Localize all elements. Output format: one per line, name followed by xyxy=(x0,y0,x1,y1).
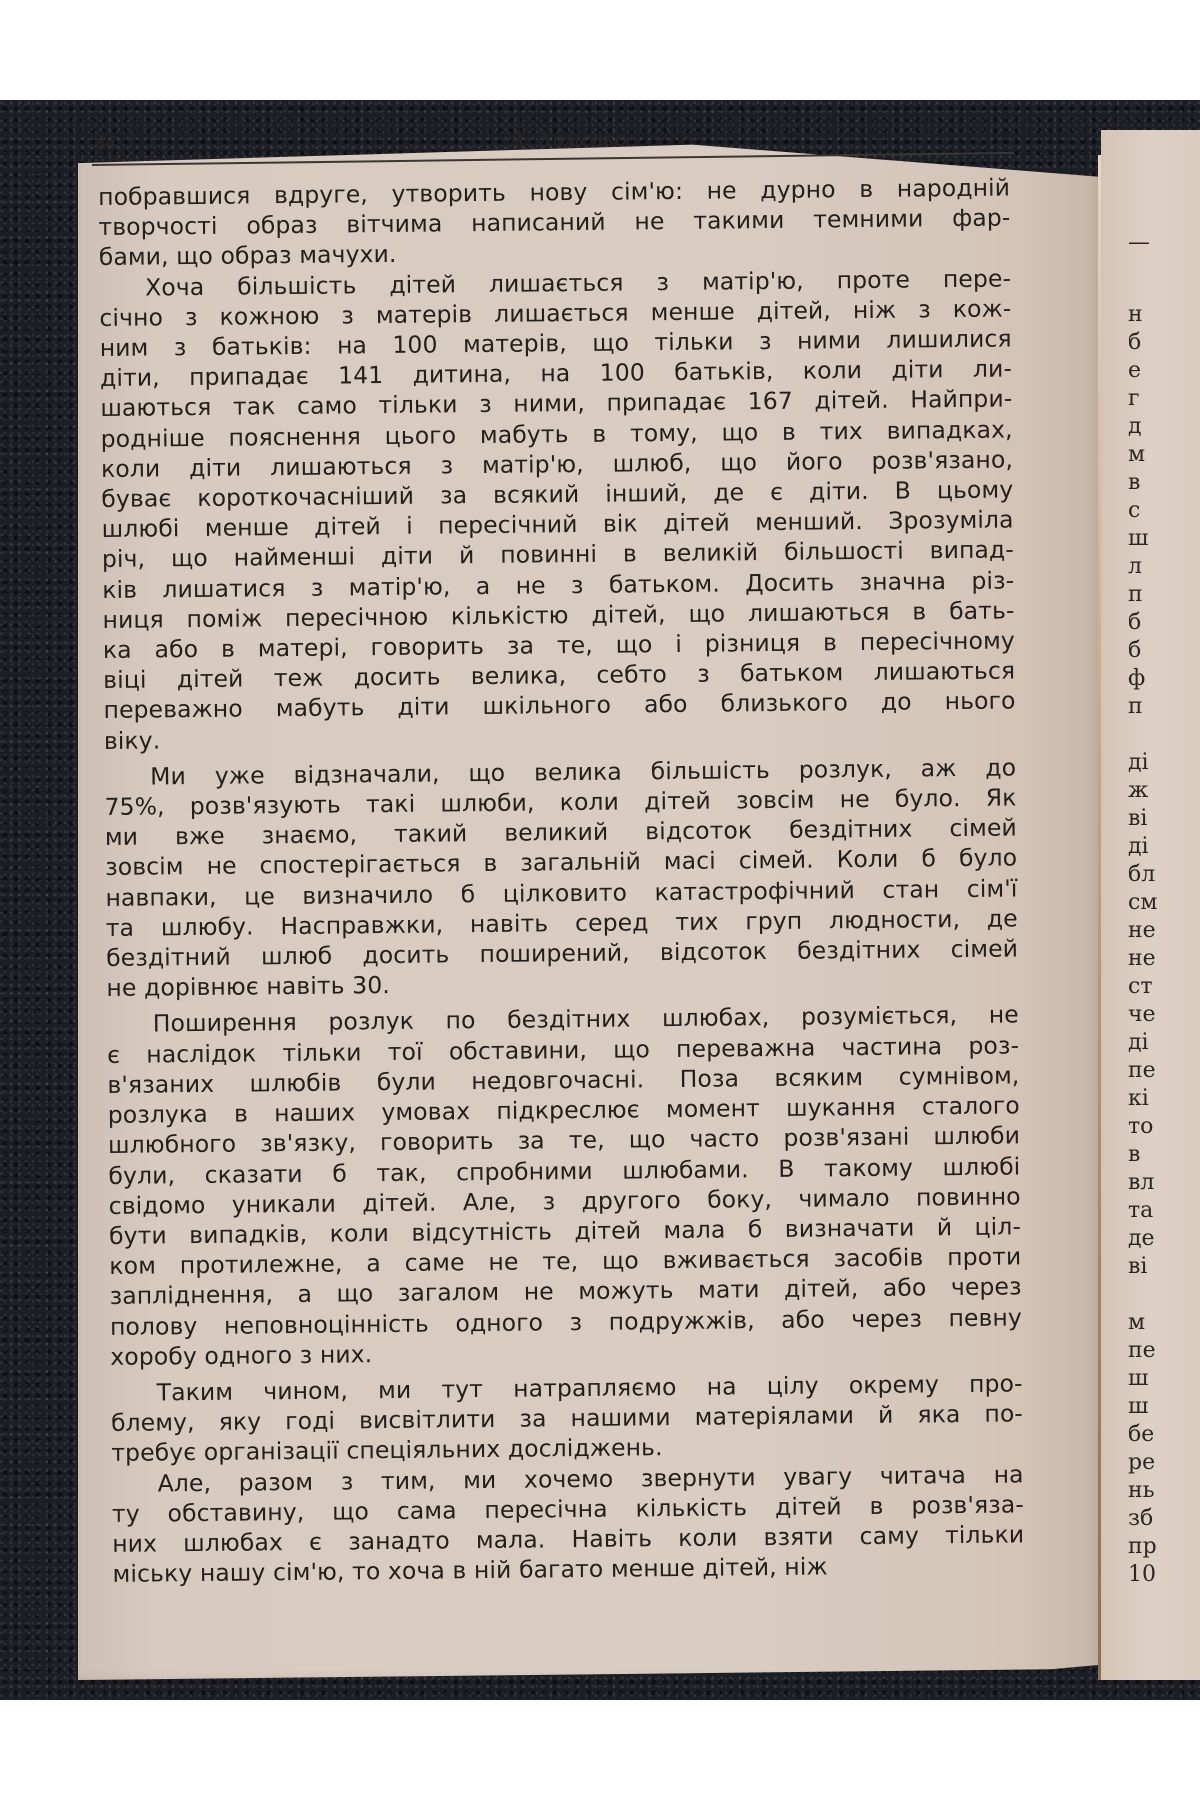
text-line: міську нашу сім'ю, то хоча в ній багато менше дітей, ніж xyxy=(112,1552,828,1589)
text-line: розлука в наших умовах підкреслює момент шукання сталого xyxy=(107,1091,1020,1130)
facing-page-fragment: 10 xyxy=(1128,1562,1156,1587)
text-line: в'язаних шлюбів були недовгочасні. Поза всяким сумнівом, xyxy=(107,1061,1020,1099)
text-line: шлюбного зв'язку, говорить за те, що часто розв'язані шлюби xyxy=(107,1121,1021,1160)
facing-page-fragment: н xyxy=(1128,302,1143,327)
text-line: віці дітей теж досить велика, себто з батьком лишаються xyxy=(103,656,1016,695)
facing-page-fragment: — xyxy=(1128,230,1150,255)
text-line: родніше пояснення цього мабуть в тому, що в тих випадках, xyxy=(100,415,1013,453)
text-line: Але, разом з тим, ми хочемо звернути увагу читача на xyxy=(157,1459,1024,1497)
facing-page-fragment: ді xyxy=(1128,834,1149,859)
facing-page-fragment: че xyxy=(1128,1002,1156,1027)
facing-page-fragment: зб xyxy=(1128,1506,1154,1531)
paragraph xyxy=(111,1459,1024,1589)
text-line: ка або в матері, говорить за те, що і різниця в пересічному xyxy=(102,626,1015,665)
text-line: переважно мабуть діти шкільного або близького до нього xyxy=(103,686,1016,725)
text-line: полову неповноцінність одного з подружжів, або через певну xyxy=(109,1302,1023,1341)
text-line: ків лишатися з матір'ю, а не з батьком. Досить значна різ- xyxy=(102,566,1015,604)
facing-page-fragment: нь xyxy=(1128,1478,1155,1503)
text-line: бути випадків, коли відсутність дітей мала б визначати й ціл- xyxy=(108,1212,1022,1250)
body-text xyxy=(98,172,1025,1589)
facing-page-fragment: бе xyxy=(1128,1422,1155,1447)
facing-page-fragment: ре xyxy=(1128,1450,1156,1475)
page-number: 84 xyxy=(96,132,116,154)
text-line: ми вже знаємо, такий великий відсоток бездітних сімей xyxy=(104,813,1017,852)
text-line: 75%, розв'язують такі шлюби, коли дітей зовсім не було. Як xyxy=(104,783,1017,822)
facing-page-fragment: вл xyxy=(1128,1170,1155,1195)
facing-page-fragment: ф xyxy=(1128,666,1146,691)
facing-page-fragment: м xyxy=(1128,1310,1146,1335)
facing-page-fragment: ді xyxy=(1128,1030,1149,1055)
paragraph xyxy=(99,263,1016,756)
text-line: ту обставину, що сама пересічна кількість дітей в розв'яза- xyxy=(111,1490,1025,1528)
facing-page-fragment: не xyxy=(1128,918,1156,943)
text-line: віку. xyxy=(103,726,161,755)
facing-page-fragment: б xyxy=(1128,330,1142,355)
facing-page-fragment: б xyxy=(1128,638,1142,663)
paragraph xyxy=(104,752,1018,1003)
facing-page-fragment: пе xyxy=(1128,1058,1156,1083)
facing-page-fragment: в xyxy=(1128,1142,1141,1167)
facing-page-fragment: та xyxy=(1128,1198,1154,1223)
book-gutter xyxy=(1098,155,1101,1680)
facing-page-fragment: то xyxy=(1128,1114,1154,1139)
text-line: бездітний шлюб досить поширений, відсоток бездітних сімей xyxy=(105,934,1019,973)
text-line: требує організації спеціяльних досліджень. xyxy=(111,1433,663,1468)
text-line: ком протилежне, а саме не те, що вживається засобів проти xyxy=(109,1242,1022,1281)
facing-page-fragment: де xyxy=(1128,1226,1155,1251)
text-line: є наслідок тільки тої обставини, що переважна частина роз- xyxy=(106,1031,1020,1069)
paragraph xyxy=(111,1368,1024,1468)
text-line: ниця поміж пересічною кількістю дітей, що лишаються в бать- xyxy=(102,596,1015,634)
facing-page-fragment: ст xyxy=(1128,974,1153,999)
text-line: Таким чином, ми тут натрапляємо на цілу окрему про- xyxy=(156,1369,1023,1407)
text-line: хоробу одного з них. xyxy=(110,1339,373,1371)
facing-page-fragment: ж xyxy=(1128,778,1149,803)
facing-page-fragment: ві xyxy=(1128,1254,1148,1279)
text-line: Ми уже відзначали, що велика більшість розлук, аж до xyxy=(150,753,1017,791)
text-line: Поширення розлук по бездітних шлюбах, розуміється, не xyxy=(152,1000,1019,1038)
facing-page-fragment: бл xyxy=(1128,862,1156,887)
text-line: річ, що найменші діти й повинні в великій більшості випад- xyxy=(101,535,1015,574)
text-line: зовсім не спостерігається в загальній масі сімей. Коли б було xyxy=(105,843,1018,882)
facing-page-fragment: л xyxy=(1128,554,1142,579)
text-line: ним з батьків: на 100 матерів, що тільки з ними лишилися xyxy=(99,324,1012,363)
text-line: шлюбі менше дітей і пересічний вік дітей менший. Зрозуміла xyxy=(101,505,1014,544)
text-line: них шлюбах є занадто мала. Навіть коли взяти саму тільки xyxy=(112,1520,1025,1558)
paragraph xyxy=(107,1000,1023,1372)
facing-page-fragment: п xyxy=(1128,582,1143,607)
facing-page-fragment: б xyxy=(1128,610,1142,635)
text-line: діти, припадає 141 дитина, на 100 батьків, коли діти ли- xyxy=(99,354,1013,393)
text-line: січно з кожною з матерів лишається менше дітей, ніж з кож- xyxy=(99,294,1012,332)
text-line: не дорівнює навіть 30. xyxy=(106,971,391,1003)
text-line: Хоча більшість дітей лишається з матір'ю, проте пере- xyxy=(144,264,1012,302)
text-line: блему, яку годі висвітлити за нашими матеріялами й яка по- xyxy=(110,1399,1024,1438)
text-line: буває короткочасніший за всякий інший, де є діти. В цьому xyxy=(101,475,1014,514)
facing-page-fragment: не xyxy=(1128,946,1156,971)
facing-page-fragment: в xyxy=(1128,470,1141,495)
text-line: творчості образ вітчима написаний не такими темними фар- xyxy=(98,203,1011,242)
text-line: коли діти лишаються з матір'ю, шлюб, що його розв'язано, xyxy=(100,445,1014,483)
facing-page-fragment: м xyxy=(1128,442,1146,467)
facing-page-fragment: ш xyxy=(1128,1366,1149,1391)
running-head-author: А. Хоменко xyxy=(510,126,628,151)
facing-page-fragment: ш xyxy=(1128,526,1149,551)
text-line: навпаки, це визначило б цілковито катастрофічний стан сім'ї xyxy=(105,874,1018,912)
text-line: побравшися вдруге, утворить нову сім'ю: не дурно в народній xyxy=(98,173,1011,211)
text-line: та шлюбу. Насправжки, навіть серед тих груп людности, де xyxy=(105,904,1018,942)
text-line: були, сказати б так, спробними шлюбами. В такому шлюбі xyxy=(108,1151,1021,1190)
facing-page-fragment: д xyxy=(1128,414,1142,439)
facing-page-fragment: пе xyxy=(1128,1338,1156,1363)
facing-page-fragment: ві xyxy=(1128,806,1148,831)
paragraph xyxy=(98,172,1011,272)
facing-page-fragment: е xyxy=(1128,358,1142,383)
facing-page-fragment: г xyxy=(1128,386,1140,411)
facing-page-fragment: с xyxy=(1128,498,1141,523)
facing-page-fragment: ш xyxy=(1128,1394,1149,1419)
facing-page-fragment: кі xyxy=(1128,1086,1149,1111)
text-line: запліднення, а що загалом не можуть мати дітей, або через xyxy=(109,1272,1022,1311)
text-line: свідомо уникали дітей. Але, з другого боку, чимало повинно xyxy=(108,1182,1021,1220)
facing-page-fragment: пр xyxy=(1128,1534,1157,1559)
facing-page-fragment: п xyxy=(1128,694,1143,719)
text-line: шаються так само тільки з ними, припадає 167 дітей. Найпри- xyxy=(100,384,1013,423)
facing-page-fragment: ді xyxy=(1128,750,1149,775)
text-line: бами, що образ мачухи. xyxy=(98,240,397,272)
facing-page-fragment: см xyxy=(1128,890,1158,915)
